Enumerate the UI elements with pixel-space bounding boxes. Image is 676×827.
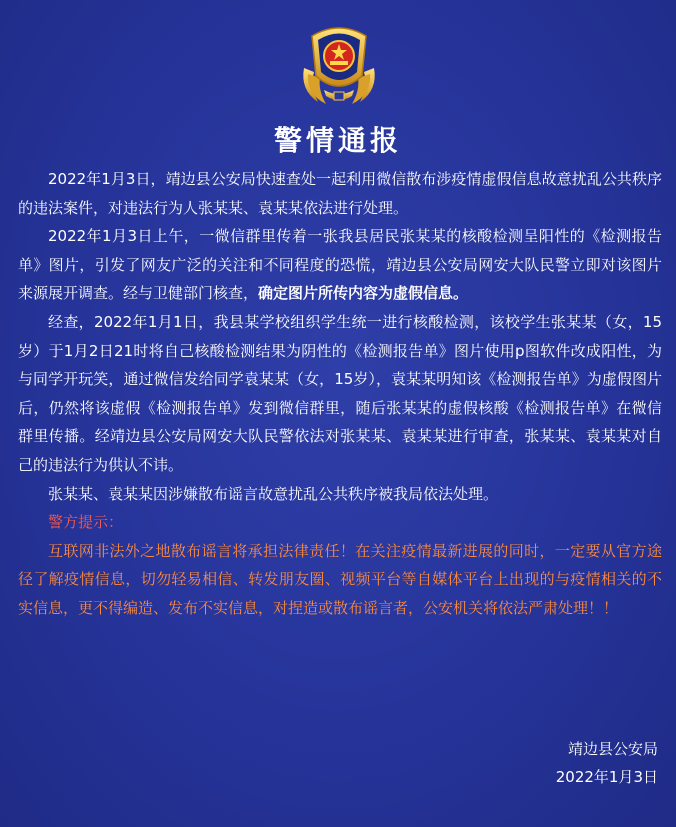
- paragraph-4: 张某某、袁某某因涉嫌散布谣言故意扰乱公共秩序被我局依法处理。: [48, 484, 499, 503]
- signature-date: 2022年1月3日: [555, 768, 658, 786]
- paragraph-2-text: 2022年1月3日上午，一微信群里传着一张我县居民张某某的核酸检测呈阳性的《检测报告单》图片，引发了网友广泛的关注和不同程度的恐慌，靖边县公安局网安大队民警立即对该图片来源展开调查。经与卫健部门核查，: [18, 227, 662, 303]
- signature-block: [556, 735, 658, 791]
- paragraph-2: [18, 222, 662, 308]
- notice-body: [18, 165, 662, 623]
- page-title: 警情通报: [273, 124, 402, 157]
- police-badge-icon: [296, 16, 382, 108]
- paragraph-1: 2022年1月3日，靖边县公安局快速查处一起利用微信散布涉疫情虚假信息故意扰乱公共秩序的违法案件，对违法行为人张某某、袁某某依法进行处理。: [18, 170, 662, 217]
- paragraph-3: 经查，2022年1月1日，我县某学校组织学生统一进行核酸检测，该校学生张某某（女，15岁）于1月2日21时将自己核酸检测结果为阴性的《检测报告单》图片使用p图软件改成阳性，为与同学开玩笑，通过微信发给同学袁某某（女，15岁），袁某某明知该《检测报告单》为虚假图片后，仍然将该虚假《检测报告单》发到微信群里，随后张某某的虚假核酸《检测报告单》在微信群里传播。经靖边县公安局网安大队民警依法对张某某、袁某某进行审查，张某某、袁某某对自己的违法行为供认不讳。: [18, 312, 662, 474]
- warning-heading: 警方提示：: [48, 513, 124, 532]
- paragraph-2-emphasis: 确定图片所传内容为虚假信息。: [258, 284, 469, 303]
- signature-org: 靖边县公安局: [567, 740, 658, 758]
- warning-text: 互联网非法外之地散布谣言将承担法律责任！在关注疫情最新进展的同时，一定要从官方途径了解疫情信息，切勿轻易相信、转发朋友圈、视频平台等自媒体平台上出现的与疫情相关的不实信息，更不得编造、发布不实信息，对捏造或散布谣言者，公安机关将依法严肃处理！！: [18, 541, 662, 617]
